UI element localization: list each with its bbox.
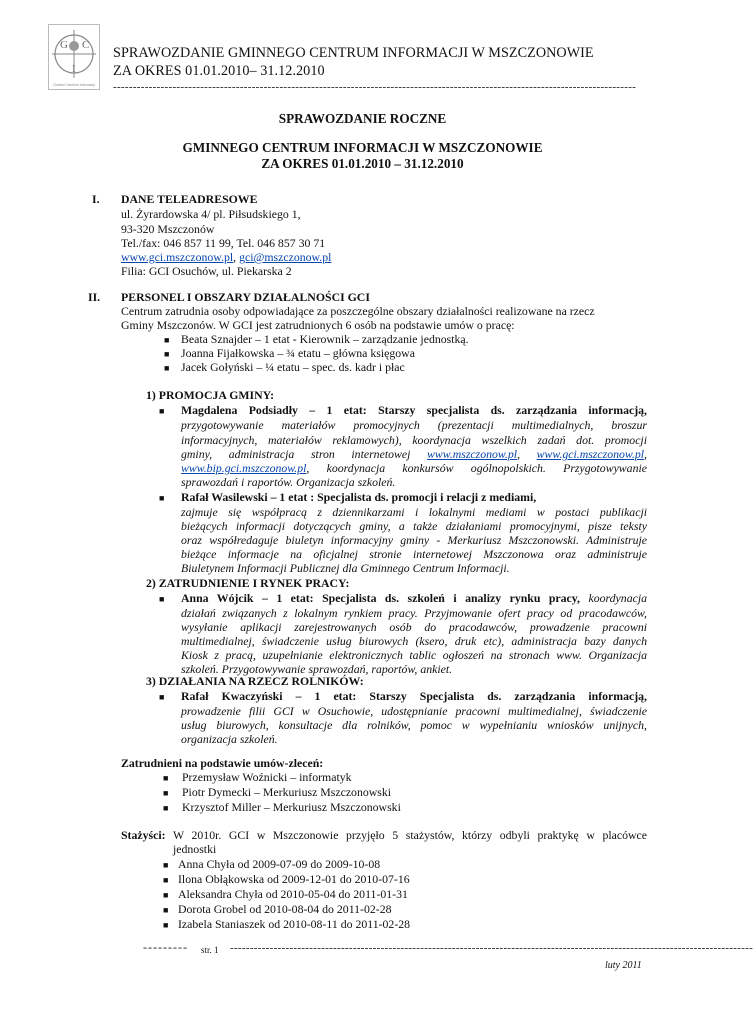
staff-item: Joanna Fijałkowska – ¾ etatu – główna księgowa [181, 346, 415, 360]
svg-text:I: I [72, 63, 76, 75]
report-subtitle-2: ZA OKRES 01.01.2010 – 31.12.2010 [261, 156, 464, 171]
svg-text:Gminne Centrum Informacji: Gminne Centrum Informacji [53, 83, 95, 87]
bullet-icon: ■ [163, 803, 169, 813]
interns-text-1: W 2010r. GCI w Mszczonowie przyjęło 5 stażystów, którzy odbyli praktykę w placówce [173, 828, 647, 842]
section-2-intro-2: Gminy Mszczonów. W GCI jest zatrudnionych 6 osób na podstawie umów o pracę: [121, 318, 515, 332]
promo-person-1-name: Magdalena Podsiadły – 1 etat: Starszy specjalista ds. zarządzania informacją, [181, 403, 647, 417]
bullet-icon: ■ [163, 875, 169, 885]
promo-text: gminy, administracja stron internetowej [181, 447, 411, 461]
svg-text:G: G [60, 39, 68, 51]
jobs-line: szkoleń. Przygotowywanie sprawozdań, raportów, ankiet. [181, 662, 453, 676]
header-line-1: SPRAWOZDANIE GMINNEGO CENTRUM INFORMACJI W MSZCZONOWIE [113, 45, 594, 61]
address-line-1: ul. Żyrardowska 4/ pl. Piłsudskiego 1, [121, 207, 301, 221]
jobs-person-name [181, 591, 647, 606]
promo-person-1-line: sprawozdań i raportów. Organizacja szkoleń. [181, 475, 396, 489]
promo-person-1-line: przygotowywanie materiałów promocyjnych (prezentacji multimedialnych, broszur [181, 418, 647, 432]
report-subtitle-1: GMINNEGO CENTRUM INFORMACJI W MSZCZONOWIE [182, 140, 543, 155]
promo-person-1-line [181, 447, 647, 462]
branch-line: Filia: GCI Osuchów, ul. Piekarska 2 [121, 264, 292, 278]
footer-divider: ------------------------------------------------------------------------------------------------------------------------------------ [230, 942, 753, 954]
bullet-icon: ■ [163, 890, 169, 900]
header-divider: ------------------------------------------------------------------------------------------------------------------------------------ [113, 81, 637, 93]
report-title: SPRAWOZDANIE ROCZNE [278, 111, 447, 126]
promo-person-1-line [181, 461, 647, 476]
bullet-icon: ■ [159, 406, 165, 416]
bullet-icon: ■ [159, 692, 165, 702]
website-link[interactable]: www.gci.mszczonow.pl [121, 250, 234, 264]
section-2-number: II. [88, 290, 101, 304]
gci-link[interactable]: www.gci.mszczonow.pl [536, 447, 645, 461]
farmers-heading: 3) DZIAŁANIA NA RZECZ ROLNIKÓW: [146, 674, 364, 688]
farmers-person-name: Rafał Kwaczyński – 1 etat: Starszy Specjalista ds. zarządzania informacją, [181, 689, 647, 703]
jobs-person-title: Anna Wójcik – 1 etat: Specjalista ds. szkoleń i analizy rynku pracy, [181, 591, 580, 605]
contact-separator: , [233, 250, 237, 264]
header-line-2: ZA OKRES 01.01.2010– 31.12.2010 [113, 63, 325, 79]
contracts-heading: Zatrudnieni na podstawie umów-zleceń: [121, 756, 324, 770]
intern-item: Izabela Staniaszek od 2010-08-11 do 2011-02-28 [178, 917, 411, 931]
jobs-line: działań związanych z lokalnym rynkiem pracy. Przyjmowanie ofert pracy od pracodawców, [181, 606, 647, 620]
bullet-icon: ■ [163, 920, 169, 930]
staff-item: Jacek Gołyński – ¼ etatu – spec. ds. kadr i płac [181, 360, 405, 374]
interns-label: Stażyści: [121, 828, 166, 842]
jobs-heading: 2) ZATRUDNIENIE I RYNEK PRACY: [146, 576, 350, 590]
promo-person-2-line: zajmuje się współpracą z dziennikarzami i lokalnymi mediami w postaci publikacji [181, 505, 647, 519]
farmers-line: prowadzenie filii GCI w Osuchowie, udostępnianie pracowni multimedialnej, świadczenie [181, 704, 647, 718]
bip-link[interactable]: www.bip.gci.mszczonow.pl [181, 461, 307, 475]
bullet-icon: ■ [163, 905, 169, 915]
promo-person-1-line: informacyjnych, materiałów reklamowych), koordynacja wszelkich zadań dot. promocji [181, 433, 647, 447]
promo-person-2-line: bieżące informacje na oficjalnej stronie internetowej Mszczonowa oraz administruje [181, 547, 647, 561]
interns-text-2: jednostki [173, 842, 217, 856]
intern-item: Anna Chyła od 2009-07-09 do 2009-10-08 [178, 857, 381, 871]
footer-dashes: --------- [143, 940, 188, 954]
jobs-text: koordynacja [588, 591, 647, 605]
jobs-line: wysyłanie aplikacji zarejestrowanych osób do pracodawców, prowadzenie pracowni [181, 620, 647, 634]
promo-heading: 1) PROMOCJA GMINY: [146, 388, 275, 402]
intern-item: Ilona Obłąkowska od 2009-12-01 do 2010-07-16 [178, 872, 410, 886]
contract-item: Piotr Dymecki – Merkuriusz Mszczonowski [182, 785, 392, 799]
farmers-line: organizacja szkoleń. [181, 732, 278, 746]
intern-item: Aleksandra Chyła od 2010-05-04 do 2011-01-31 [178, 887, 408, 901]
bullet-icon: ■ [163, 788, 169, 798]
phone-line: Tel./fax: 046 857 11 99, Tel. 046 857 30 71 [121, 236, 326, 250]
section-2-intro-1: Centrum zatrudnia osoby odpowiadające za poszczególne obszary działalności realizowane na rzecz [121, 304, 595, 318]
promo-person-2-name: Rafał Wasilewski – 1 etat : Specjalista ds. promocji i relacji z mediami, [181, 490, 537, 504]
promo-person-2-line: Biuletynem Informacji Publicznej dla Gminnego Centrum Informacji. [181, 561, 510, 575]
section-1-number: I. [92, 192, 100, 206]
contract-item: Przemysław Woźnicki – informatyk [182, 770, 352, 784]
bullet-icon: ■ [163, 860, 169, 870]
farmers-line: usług biurowych, konsultacje dla rolników, pomoc w wypełnianiu wniosków unijnych, [181, 718, 647, 732]
promo-text: , koordynacja konkursów ogólnopolskich. Przygotowywanie [306, 461, 647, 475]
promo-person-2-line: oraz współredaguje biuletyn informacyjny gminy - Merkuriusz Mszczonowski. Administruje [181, 533, 647, 547]
link-separator: , [517, 447, 521, 461]
jobs-line: multimedialnej, świadczenie usług biurowych (ksero, druk etc), administracja bazy danych [181, 634, 647, 648]
page-number: str. 1 [201, 945, 219, 955]
section-1-heading: DANE TELEADRESOWE [121, 192, 258, 206]
email-link[interactable]: gci@mszczonow.pl [239, 250, 332, 264]
gci-logo [48, 24, 100, 90]
bullet-icon: ■ [163, 773, 169, 783]
bullet-icon: ■ [164, 335, 170, 345]
footer-date: luty 2011 [605, 960, 642, 971]
jobs-line: Kiosk z pracą, uzupełnianie elektronicznych tablic ogłoszeń na stronach www. Organizacja [181, 648, 647, 662]
bullet-icon: ■ [159, 493, 165, 503]
bullet-icon: ■ [159, 594, 165, 604]
bullet-icon: ■ [164, 363, 170, 373]
svg-text:C: C [82, 39, 90, 51]
contract-item: Krzysztof Miller – Merkuriusz Mszczonowski [182, 800, 401, 814]
mszczonow-link[interactable]: www.mszczonow.pl [427, 447, 518, 461]
contact-links [121, 250, 331, 265]
staff-item: Beata Sznajder – 1 etat - Kierownik – zarządzanie jednostką. [181, 332, 469, 346]
address-line-2: 93-320 Mszczonów [121, 222, 215, 236]
bullet-icon: ■ [164, 349, 170, 359]
section-2-heading: PERSONEL I OBSZARY DZIAŁALNOŚCI GCI [121, 290, 370, 304]
link-separator: , [644, 447, 647, 461]
promo-person-2-line: bieżących informacji dotyczących gminy, a także działaniami promocyjnymi, pisze teksty [181, 519, 647, 533]
intern-item: Dorota Grobel od 2010-08-04 do 2011-02-28 [178, 902, 392, 916]
